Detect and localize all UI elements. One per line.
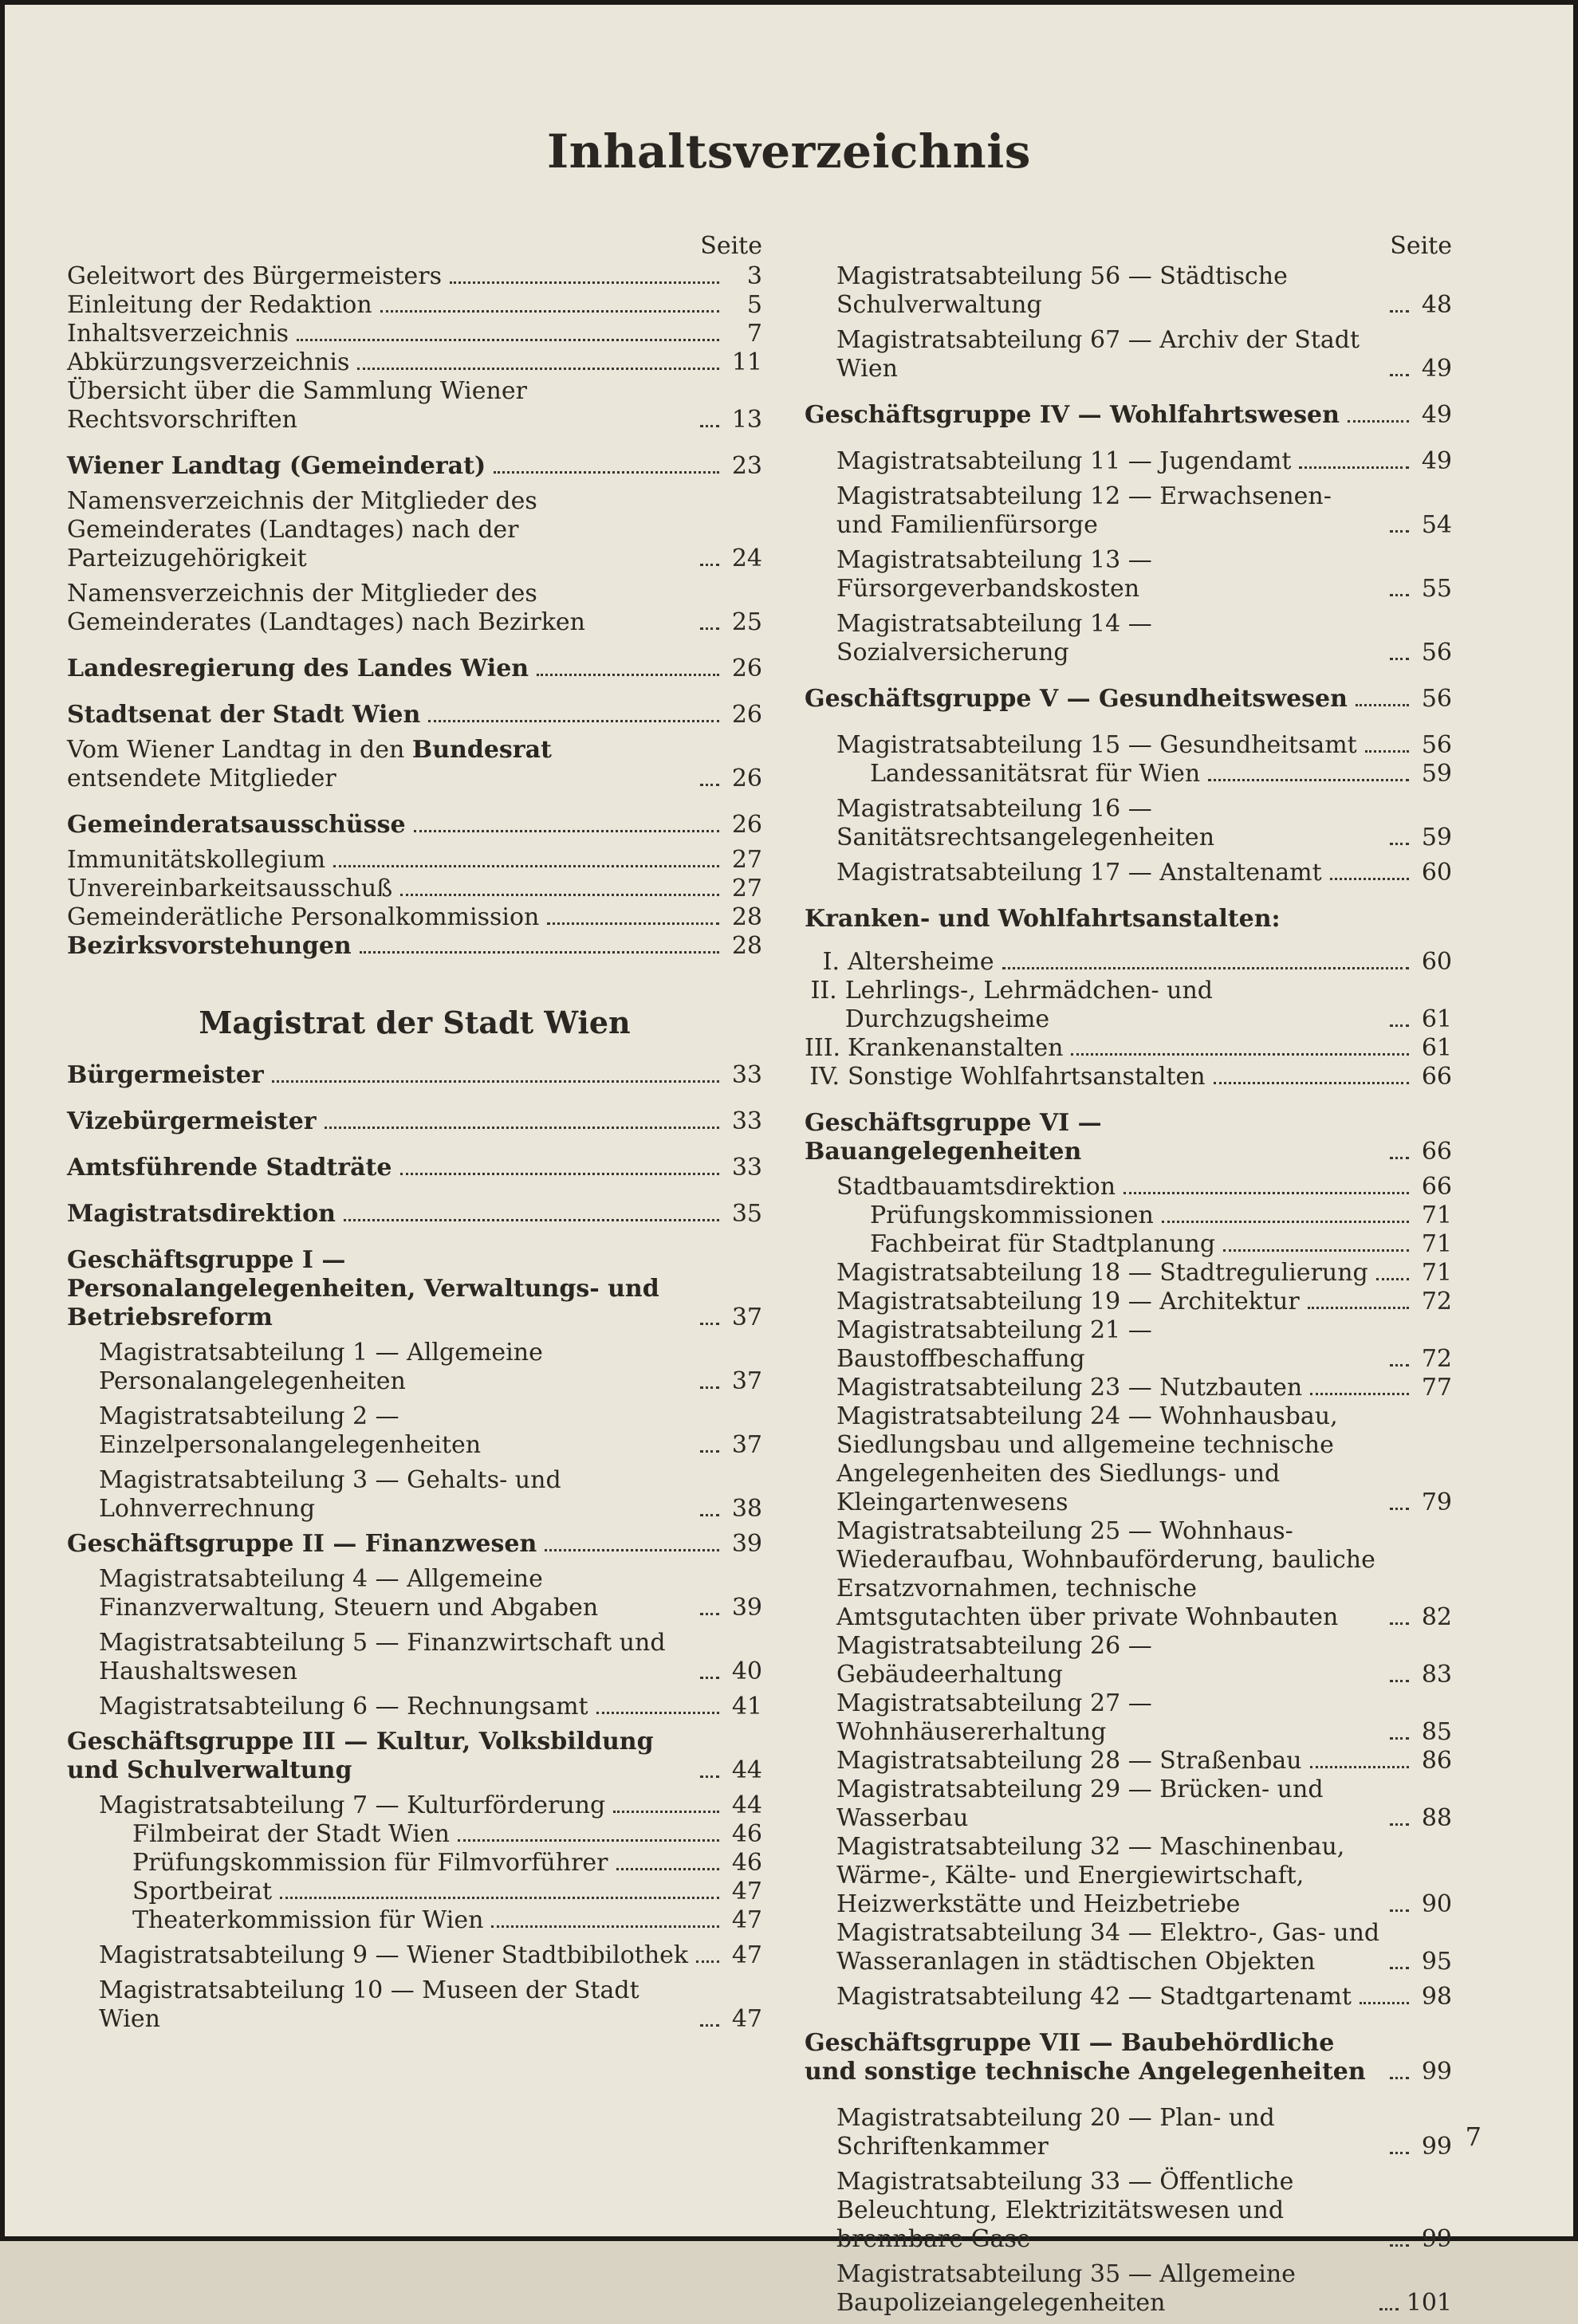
page-number: 7	[1465, 2121, 1482, 2152]
toc-entry: Magistratsdirektion 35	[67, 1200, 762, 1228]
toc-entry: Magistratsabteilung 26 — Gebäudeerhaltung 83	[836, 1632, 1452, 1689]
toc-entry: Bürgermeister 33	[67, 1061, 762, 1089]
toc-entry: Magistratsabteilung 67 — Archiv der Stadt Wien 49	[836, 326, 1452, 383]
toc-entry: Geschäftsgruppe VI — Bauangelegenheiten 66	[805, 1109, 1452, 1166]
toc-entry: Sportbeirat 47	[132, 1878, 762, 1905]
toc-entry: Magistratsabteilung 6 — Rechnungsamt 41	[99, 1693, 762, 1720]
toc-entry: Gemeinderätliche Personalkommission 28	[67, 903, 762, 931]
toc-entry: Magistratsabteilung 25 — Wohnhaus-Wiederaufbau, Wohnbauförderung, bauliche Ersatzvornahmen, technische Amtsgutachten über private Wohnbauten 82	[836, 1517, 1452, 1631]
seite-label: Seite	[1390, 232, 1452, 260]
page-title: Inhaltsverzeichnis	[547, 124, 1031, 179]
toc-entry: Magistratsabteilung 32 — Maschinenbau, Wärme-, Kälte- und Energiewirtschaft, Heizwerkstätte und Heizbetriebe 90	[836, 1833, 1452, 1918]
toc-entry: Magistratsabteilung 23 — Nutzbauten 77	[836, 1374, 1452, 1402]
toc-entry: Vizebürgermeister 33	[67, 1107, 762, 1135]
toc-entry: Theaterkommission für Wien 47	[132, 1906, 762, 1934]
toc-entry: Magistratsabteilung 9 — Wiener Stadtbibilothek 47	[99, 1941, 762, 1969]
toc-entry: Magistratsabteilung 4 — Allgemeine Finanzverwaltung, Steuern und Abgaben 39	[99, 1565, 762, 1622]
toc-entry: Namensverzeichnis der Mitglieder des Gemeinderates (Landtages) nach der Parteizugehörigkeit 24	[67, 487, 762, 572]
toc-entry: Magistratsabteilung 1 — Allgemeine Personalangelegenheiten 37	[99, 1339, 762, 1395]
toc-entry: Magistratsabteilung 33 — Öffentliche Beleuchtung, Elektrizitätswesen und brennbare Gase 99	[836, 2168, 1452, 2253]
toc-entry: Magistratsabteilung 18 — Stadtregulierung 71	[836, 1259, 1452, 1287]
toc-entry: Magistratsabteilung 12 — Erwachsenen- und Familienfürsorge 54	[836, 482, 1452, 539]
toc-entry: Magistratsabteilung 27 — Wohnhäusererhaltung 85	[836, 1689, 1452, 1746]
toc-entry: Immunitätskollegium 27	[67, 846, 762, 874]
toc-entry: Bezirksvorstehungen 28	[67, 932, 762, 960]
toc-entry: Magistratsabteilung 17 — Anstaltenamt 60	[836, 859, 1452, 887]
toc-entry: Abkürzungsverzeichnis 11	[67, 348, 762, 376]
toc-entry: Magistratsabteilung 34 — Elektro-, Gas- und Wasseranlagen in städtischen Objekten 95	[836, 1919, 1452, 1976]
toc-entry: Magistratsabteilung 5 — Finanzwirtschaft und Haushaltswesen 40	[99, 1629, 762, 1685]
toc-entry: Einleitung der Redaktion 5	[67, 291, 762, 319]
toc-entry: Magistratsabteilung 2 — Einzelpersonalangelegenheiten 37	[99, 1402, 762, 1459]
toc-entry: Magistratsabteilung 14 — Sozialversicherung 56	[836, 610, 1452, 667]
toc-entry: Übersicht über die Sammlung Wiener Rechtsvorschriften 13	[67, 377, 762, 434]
toc-entry: Magistratsabteilung 11 — Jugendamt 49	[836, 447, 1452, 475]
toc-entry: Magistratsabteilung 13 — Fürsorgeverbandskosten 55	[836, 546, 1452, 603]
toc-entry: Magistratsabteilung 21 — Baustoffbeschaffung 72	[836, 1316, 1452, 1373]
toc-entry: IV. Sonstige Wohlfahrtsanstalten 66	[809, 1063, 1452, 1091]
toc-entry: Stadtbauamtsdirektion 66	[836, 1173, 1452, 1201]
toc-entry: Geschäftsgruppe III — Kultur, Volksbildung und Schulverwaltung 44	[67, 1728, 762, 1784]
toc-entry: Geleitwort des Bürgermeisters 3	[67, 262, 762, 290]
toc-column-right	[805, 232, 1452, 2324]
toc-entry: Magistratsabteilung 56 — Städtische Schulverwaltung 48	[836, 262, 1452, 319]
seite-label: Seite	[700, 232, 762, 260]
toc-entry: Fachbeirat für Stadtplanung 71	[870, 1230, 1452, 1258]
toc-entry: Magistratsabteilung 42 — Stadtgartenamt 98	[836, 1983, 1452, 2011]
toc-entry: Magistratsabteilung 20 — Plan- und Schriftenkammer 99	[836, 2104, 1452, 2161]
toc-entry: Landessanitätsrat für Wien 59	[870, 760, 1452, 788]
toc-entry: Magistratsabteilung 3 — Gehalts- und Lohnverrechnung 38	[99, 1466, 762, 1523]
toc-entry: Landesregierung des Landes Wien 26	[67, 655, 762, 682]
toc-entry: Amtsführende Stadträte 33	[67, 1154, 762, 1182]
toc-column-left	[67, 232, 762, 2040]
toc-entry: Stadtsenat der Stadt Wien 26	[67, 701, 762, 729]
toc-entry: Magistratsabteilung 28 — Straßenbau 86	[836, 1747, 1452, 1775]
toc-entry: II. Lehrlings-, Lehrmädchen- und Durchzugsheime 61	[810, 977, 1452, 1033]
toc-entry: Filmbeirat der Stadt Wien 46	[132, 1820, 762, 1848]
toc-entry: Magistratsabteilung 10 — Museen der Stadt Wien 47	[99, 1976, 762, 2033]
toc-entry: Inhaltsverzeichnis 7	[67, 320, 762, 348]
section-heading-kranken: Kranken- und Wohlfahrtsanstalten:	[805, 905, 1281, 933]
toc-entry: Geschäftsgruppe IV — Wohlfahrtswesen 49	[805, 401, 1452, 429]
toc-entry: III. Krankenanstalten 61	[805, 1034, 1452, 1062]
toc-entry: Vom Wiener Landtag in den Bundesrat entsendete Mitglieder 26	[67, 736, 762, 792]
toc-entry: Geschäftsgruppe VII — Baubehördliche und sonstige technische Angelegenheiten 99	[805, 2029, 1452, 2086]
toc-entry: Magistratsabteilung 15 — Gesundheitsamt 56	[836, 731, 1452, 759]
toc-entry: I. Altersheime 60	[822, 948, 1452, 976]
toc-entry: Magistratsabteilung 29 — Brücken- und Wasserbau 88	[836, 1775, 1452, 1832]
toc-entry: Magistratsabteilung 19 — Architektur 72	[836, 1288, 1452, 1315]
toc-entry: Unvereinbarkeitsausschuß 27	[67, 875, 762, 902]
toc-entry: Magistratsabteilung 7 — Kulturförderung 44	[99, 1791, 762, 1819]
section-heading-magistrat: Magistrat der Stadt Wien	[199, 1005, 631, 1040]
toc-entry: Magistratsabteilung 24 — Wohnhausbau, Siedlungsbau und allgemeine technische Angelegenheiten des Siedlungs- und Kleingartenwesens 79	[836, 1402, 1452, 1516]
toc-entry: Magistratsabteilung 16 — Sanitätsrechtsangelegenheiten 59	[836, 795, 1452, 851]
toc-entry: Gemeinderatsausschüsse 26	[67, 811, 762, 839]
toc-entry: Magistratsabteilung 35 — Allgemeine Baupolizeiangelegenheiten 101	[836, 2260, 1452, 2317]
toc-entry: Geschäftsgruppe I — Personalangelegenheiten, Verwaltungs- und Betriebsreform 37	[67, 1246, 762, 1331]
toc-entry: Prüfungskommission für Filmvorführer 46	[132, 1849, 762, 1877]
toc-entry: Prüfungskommissionen 71	[870, 1201, 1452, 1229]
toc-entry: Geschäftsgruppe V — Gesundheitswesen 56	[805, 685, 1452, 713]
toc-entry: Geschäftsgruppe II — Finanzwesen 39	[67, 1530, 762, 1558]
toc-entry: Wiener Landtag (Gemeinderat) 23	[67, 452, 762, 480]
toc-entry: Namensverzeichnis der Mitglieder des Gemeinderates (Landtages) nach Bezirken 25	[67, 580, 762, 636]
